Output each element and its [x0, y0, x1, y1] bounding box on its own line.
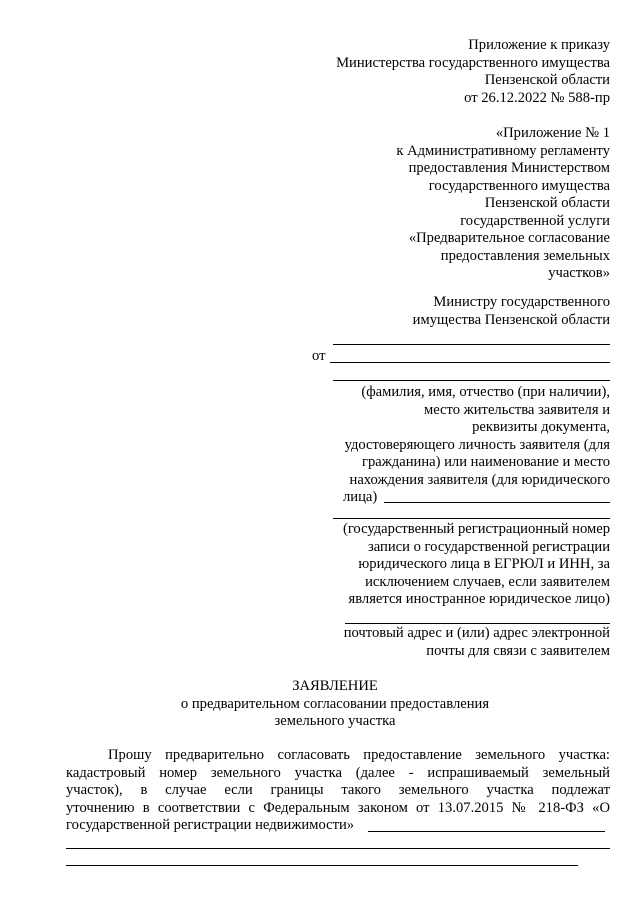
contact-blank-line[interactable]	[345, 623, 610, 624]
registration-blank-line[interactable]	[333, 518, 610, 519]
header-line: Приложение к приказу	[468, 37, 610, 53]
contact-description	[333, 625, 610, 660]
addressee-blank-line[interactable]	[333, 344, 610, 345]
addressee-line: имущества Пензенской области	[412, 311, 610, 328]
applicant-legal-blank-line[interactable]	[384, 502, 610, 503]
appendix-line: предоставления Министерством	[408, 160, 610, 176]
statement-title	[0, 678, 640, 731]
appendix-line: Пензенской области	[484, 195, 610, 211]
body-line: кадастровый номер земельного участка (далее - испрашиваемый земельный	[66, 764, 610, 781]
applicant-desc-last-prefix: лица)	[343, 489, 378, 505]
statement-subtitle: о предварительном согласовании предоставления	[180, 695, 490, 712]
applicant-desc-line: удостоверяющего личность заявителя (для	[344, 436, 610, 453]
cadastral-blank-line[interactable]	[368, 831, 605, 832]
statement-body	[66, 747, 610, 835]
appendix-line: «Приложение № 1	[495, 125, 610, 141]
body-blank-line-2[interactable]	[66, 865, 578, 866]
registration-desc-line: является иностранное юридическое лицо)	[348, 591, 610, 607]
appendix-line: «Предварительное согласование	[408, 230, 610, 246]
contact-desc-line: почтовый адрес и (или) адрес электронной	[343, 625, 610, 641]
addressee-line: Министру государственного	[433, 294, 610, 310]
header-line: Пензенской области	[484, 72, 610, 88]
statement-subtitle: земельного участка	[274, 713, 396, 729]
appendix-line: государственной услуги	[460, 212, 610, 229]
addressee-block	[413, 294, 610, 329]
header-line: Министерства государственного имущества	[336, 54, 610, 71]
registration-desc-line: записи о государственной регистрации	[367, 538, 610, 555]
from-label: от	[312, 348, 326, 364]
from-blank-line[interactable]	[330, 362, 610, 363]
statement-heading: ЗАЯВЛЕНИЕ	[292, 678, 378, 694]
registration-desc-line: юридического лица в ЕГРЮЛ и ИНН, за	[358, 556, 610, 572]
applicant-desc-line: реквизиты документа,	[472, 419, 610, 435]
appendix-line: предоставления земельных	[440, 247, 610, 264]
applicant-description	[333, 384, 610, 489]
regulation-appendix-block	[396, 125, 610, 283]
applicant-desc-line: гражданина) или наименование и место	[361, 454, 610, 470]
appendix-line: к Административному регламенту	[396, 142, 610, 159]
body-line: государственной регистрации недвижимости»	[66, 817, 355, 833]
registration-desc-line: (государственный регистрационный номер	[342, 521, 610, 537]
order-appendix-header	[336, 37, 610, 107]
body-line: Прошу предварительно согласовать предоставление земельного участка:	[108, 747, 610, 763]
applicant-blank-line[interactable]	[333, 380, 610, 381]
body-blank-line-1[interactable]	[66, 848, 610, 849]
header-line: от 26.12.2022 № 588-пр	[464, 89, 610, 106]
body-line: участок), в случае если границы такого земельного участка подлежат	[66, 782, 610, 798]
applicant-desc-line: место жительства заявителя и	[423, 401, 610, 418]
appendix-line: государственного имущества	[428, 177, 610, 194]
applicant-desc-line: нахождения заявителя (для юридического	[349, 471, 610, 488]
applicant-desc-line: (фамилия, имя, отчество (при наличии),	[361, 384, 610, 400]
body-line: уточнению в соответствии с Федеральным законом от 13.07.2015 № 218-ФЗ «О	[66, 799, 610, 816]
registration-description	[333, 521, 610, 609]
registration-desc-line: исключением случаев, если заявителем	[365, 573, 610, 590]
contact-desc-line: почты для связи с заявителем	[426, 642, 610, 659]
appendix-line: участков»	[548, 265, 610, 281]
